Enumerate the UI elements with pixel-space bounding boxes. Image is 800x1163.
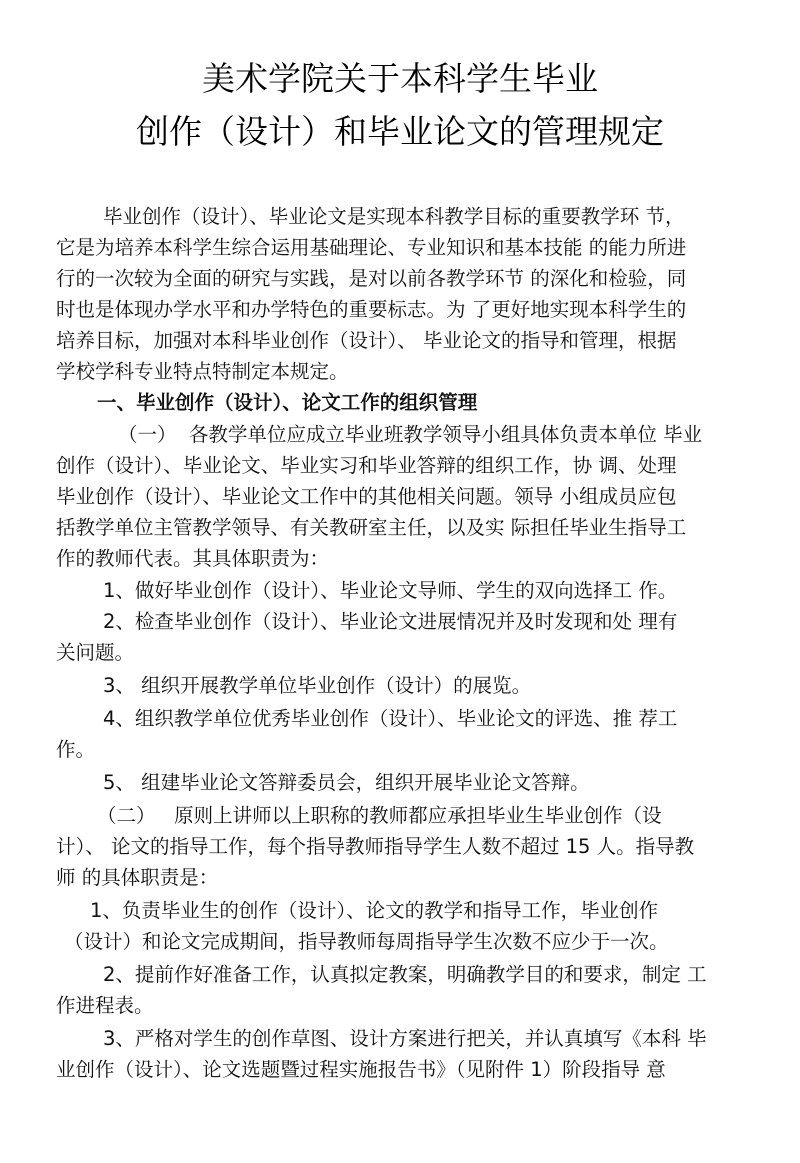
body-line: 作的教师代表。其具体职责为：	[56, 547, 330, 570]
body-line: 学校学科专业特点特制定本规定。	[56, 360, 349, 383]
body-line: 括教学单位主管教学领导、有关教研室主任，以及实 际担任毕业生指导工	[56, 516, 687, 539]
body-line: 毕业创作（设计）、毕业论文工作中的其他相关问题。领导 小组成员应包	[56, 485, 677, 508]
list-item-continuation: 业创作（设计）、论文选题暨过程实施报告书》（见附件 1）阶段指导 意	[56, 1058, 666, 1081]
list-item: 3、严格对学生的创作草图、设计方案进行把关，并认真填写《本科 毕	[103, 1027, 707, 1050]
body-line: （一） 各教学单位应成立毕业班教学领导小组具体负责本单位 毕业	[118, 423, 703, 446]
list-item-continuation: 关问题。	[56, 641, 135, 664]
list-item-continuation: 作进程表。	[56, 994, 154, 1017]
body-line: （二） 原则上讲师以上职称的教师都应承担毕业生毕业创作（设	[97, 804, 662, 827]
document-title-line-2: 创作（设计）和毕业论文的管理规定	[136, 112, 664, 151]
list-item: 3、 组织开展教学单位毕业创作（设计）的展览。	[103, 674, 532, 697]
list-item: 5、 组建毕业论文答辩委员会，组织开展毕业论文答辩。	[103, 771, 590, 794]
list-item: 2、提前作好准备工作，认真拟定教案，明确教学目的和要求，制定 工	[103, 963, 707, 986]
document-title-line-1: 美术学院关于本科学生毕业	[202, 59, 598, 98]
body-line: 时也是体现办学水平和办学特色的重要标志。为 了更好地实现本科学生的	[56, 298, 687, 321]
body-line: 创作（设计）、毕业论文、毕业实习和毕业答辩的组织工作，协 调、处理	[56, 454, 677, 477]
body-line: 它是为培养本科学生综合运用基础理论、专业知识和基本技能 的能力所进	[56, 236, 687, 259]
body-line: 培养目标，加强对本科毕业创作（设计）、 毕业论文的指导和管理，根据	[56, 329, 677, 352]
list-item: 1、负责毕业生的创作（设计）、论文的教学和指导工作，毕业创作	[90, 899, 659, 922]
list-item: 1、做好毕业创作（设计）、毕业论文导师、学生的双向选择工 作。	[103, 579, 678, 602]
section-heading: 一、毕业创作（设计）、论文工作的组织管理	[97, 391, 478, 414]
body-line: 毕业创作（设计）、毕业论文是实现本科教学目标的重要教学环 节，	[103, 205, 685, 228]
list-item-continuation: 作。	[56, 738, 96, 761]
list-item: 2、检查毕业创作（设计）、毕业论文进展情况并及时发现和处 理有	[103, 610, 678, 633]
list-item: 4、组织教学单位优秀毕业创作（设计）、毕业论文的评选、推 荐工	[103, 707, 678, 730]
body-line: 计）、 论文的指导工作，每个指导教师指导学生人数不超过 15 人。指导教	[56, 835, 695, 858]
body-line: 师 的具体职责是：	[56, 866, 219, 889]
list-item-continuation: （设计）和论文完成期间，指导教师每周指导学生次数不应少于一次。	[64, 930, 669, 953]
body-line: 行的一次较为全面的研究与实践，是对以前各教学环节 的深化和检验，同	[56, 267, 687, 290]
